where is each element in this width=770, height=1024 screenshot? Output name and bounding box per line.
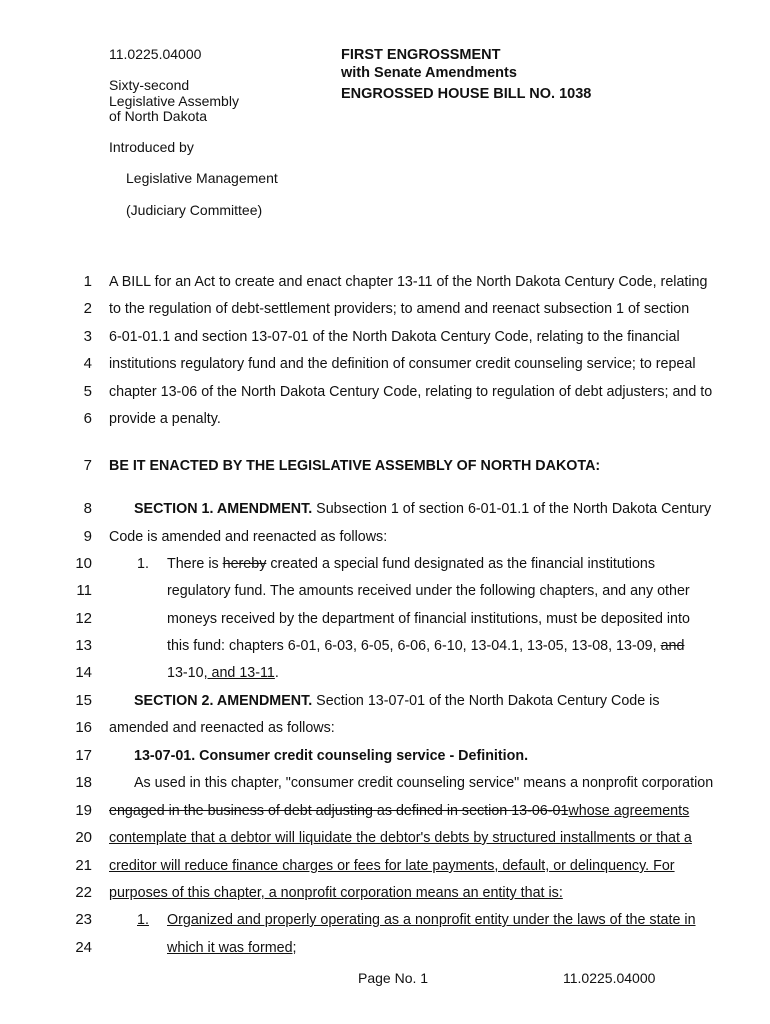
- line-text: 13-10: [167, 665, 204, 681]
- line-text: regulatory fund. The amounts received under the following chapters, and any other: [167, 583, 690, 599]
- bill-line: [134, 747, 528, 765]
- inserted-text: contemplate that a debtor will liquidate the debtor's debts by structured installments or that a: [109, 830, 692, 846]
- line-number: 13: [75, 637, 92, 654]
- assembly-line-3: of North Dakota: [109, 108, 208, 124]
- line-text: created a special fund designated as the financial institutions: [266, 556, 655, 572]
- line-number: 20: [75, 829, 92, 846]
- bill-line: [109, 355, 696, 373]
- bill-line: [167, 939, 297, 957]
- bold-text: SECTION 2. AMENDMENT.: [134, 693, 313, 709]
- bill-line: [134, 774, 713, 792]
- inserted-text: which it was formed;: [167, 940, 297, 956]
- bold-text: SECTION 1. AMENDMENT.: [134, 501, 313, 517]
- bill-number: ENGROSSED HOUSE BILL NO. 1038: [341, 86, 592, 102]
- line-text: institutions regulatory fund and the definition of consumer credit counseling service; to repeal: [109, 356, 696, 372]
- line-text: .: [274, 665, 279, 681]
- inserted-text: purposes of this chapter, a nonprofit corporation means an entity that is:: [109, 885, 563, 901]
- bill-line: [167, 555, 655, 573]
- inserted-text: whose agreements: [568, 803, 690, 819]
- bill-line: [109, 300, 689, 318]
- assembly-line-2: Legislative Assembly: [109, 93, 239, 109]
- struck-text: and: [660, 638, 685, 654]
- bill-line: [109, 528, 387, 546]
- assembly-line-1: Sixty-second: [109, 77, 190, 93]
- line-number: 19: [75, 802, 92, 819]
- list-marker-1b: 1.: [137, 912, 149, 928]
- line-text: this fund: chapters 6-01, 6-03, 6-05, 6-06, 6-10, 13-04.1, 13-05, 13-08, 13-09,: [167, 638, 661, 654]
- line-text: A BILL for an Act to create and enact chapter 13-11 of the North Dakota Century Code, relating: [109, 274, 708, 290]
- line-number: 14: [75, 664, 92, 681]
- bill-line: [109, 857, 675, 875]
- line-number: 22: [75, 884, 92, 901]
- bill-line: [109, 829, 692, 847]
- struck-text: engaged in the business of debt adjusting as defined in section 13-06-01: [109, 803, 569, 819]
- line-number: 8: [83, 500, 92, 517]
- line-number: 7: [83, 457, 92, 474]
- bill-line: [109, 328, 680, 346]
- bill-line: [167, 610, 690, 628]
- line-number: 24: [75, 939, 92, 956]
- line-number: 10: [75, 555, 92, 572]
- line-text: amended and reenacted as follows:: [109, 720, 335, 736]
- line-text: As used in this chapter, "consumer credit counseling service" means a nonprofit corporation: [134, 775, 714, 791]
- line-text: Code is amended and reenacted as follows:: [109, 529, 388, 545]
- line-number: 5: [83, 383, 92, 400]
- line-number: 6: [83, 410, 92, 427]
- bill-line: [167, 911, 696, 929]
- inserted-text: creditor will reduce finance charges or fees for late payments, default, or delinquency. For: [109, 858, 675, 874]
- line-text: moneys received by the department of financial institutions, must be deposited into: [167, 611, 690, 627]
- inserted-text: Organized and properly operating as a nonprofit entity under the laws of the state in: [167, 912, 696, 928]
- bill-line: [109, 457, 600, 475]
- line-number: 21: [75, 857, 92, 874]
- bill-line: [134, 692, 660, 710]
- bill-line: [109, 802, 689, 820]
- list-marker-1: 1.: [137, 556, 149, 572]
- page-number: Page No. 1: [358, 970, 429, 986]
- line-text: chapter 13-06 of the North Dakota Century Code, relating to regulation of debt adjusters; and to: [109, 384, 713, 400]
- bold-text: BE IT ENACTED BY THE LEGISLATIVE ASSEMBLY OF NORTH DAKOTA:: [109, 458, 601, 474]
- line-text: Subsection 1 of section 6-01-01.1 of the North Dakota Century: [312, 501, 712, 517]
- introduced-by: Introduced by: [109, 139, 194, 155]
- line-text: Section 13-07-01 of the North Dakota Century Code is: [312, 693, 660, 709]
- line-number: 12: [75, 610, 92, 627]
- line-number: 18: [75, 774, 92, 791]
- amendments-subtitle: with Senate Amendments: [341, 65, 517, 81]
- bold-text: 13-07-01. Consumer credit counseling service - Definition.: [134, 748, 529, 764]
- doc-number: 11.0225.04000: [109, 46, 202, 62]
- line-number: 9: [83, 528, 92, 545]
- line-number: 2: [83, 300, 92, 317]
- line-text: There is: [167, 556, 223, 572]
- line-number: 4: [83, 355, 92, 372]
- bill-line: [109, 273, 707, 291]
- line-text: to the regulation of debt-settlement providers; to amend and reenact subsection 1 of section: [109, 301, 690, 317]
- bill-line: [109, 884, 563, 902]
- line-number: 15: [75, 692, 92, 709]
- committee: (Judiciary Committee): [126, 202, 263, 218]
- line-number: 3: [83, 328, 92, 345]
- inserted-text: , and 13-11: [203, 665, 275, 681]
- line-number: 16: [75, 719, 92, 736]
- line-number: 11: [76, 582, 92, 599]
- bill-line: [134, 500, 711, 518]
- line-text: 6-01-01.1 and section 13-07-01 of the North Dakota Century Code, relating to the financial: [109, 329, 680, 345]
- line-text: provide a penalty.: [109, 411, 221, 427]
- engrossment-title: FIRST ENGROSSMENT: [341, 47, 501, 63]
- sponsor: Legislative Management: [126, 170, 278, 186]
- bill-line: [109, 719, 335, 737]
- bill-line: [109, 410, 221, 428]
- struck-text: hereby: [222, 556, 267, 572]
- line-number: 17: [75, 747, 92, 764]
- bill-line: [109, 383, 712, 401]
- footer-doc-number: 11.0225.04000: [563, 970, 656, 986]
- bill-line: [167, 582, 690, 600]
- line-number: 23: [75, 911, 92, 928]
- bill-line: [167, 664, 279, 682]
- bill-line: [167, 637, 684, 655]
- line-number: 1: [83, 273, 92, 290]
